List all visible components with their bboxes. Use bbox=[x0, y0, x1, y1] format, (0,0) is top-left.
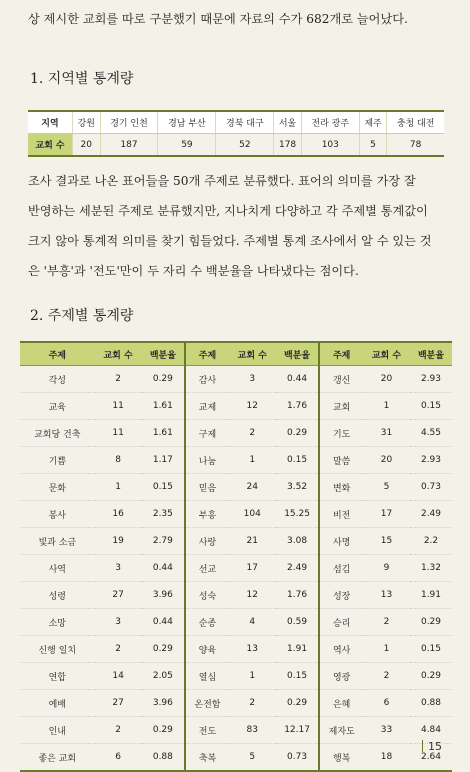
count-cell: 2 bbox=[95, 717, 142, 744]
topic-cell: 신행 일치 bbox=[20, 636, 95, 663]
pct-cell: 1.91 bbox=[410, 582, 452, 609]
topic-cell: 축복 bbox=[185, 744, 229, 772]
pct-cell: 1.76 bbox=[276, 393, 320, 420]
topic-cell: 기도 bbox=[319, 420, 363, 447]
pct-cell: 0.29 bbox=[142, 366, 186, 393]
topic-cell: 양육 bbox=[185, 636, 229, 663]
count-cell: 6 bbox=[95, 744, 142, 772]
topic-cell: 영광 bbox=[319, 663, 363, 690]
table-row bbox=[20, 501, 452, 528]
paragraph-line: 조사 결과로 나온 표어들을 50개 주제로 분류했다. 표어의 의미를 가장 잘 bbox=[28, 174, 416, 188]
topic-cell: 기쁨 bbox=[20, 447, 95, 474]
count-cell: 2 bbox=[95, 636, 142, 663]
table-row bbox=[20, 690, 452, 717]
section2-heading: 2. 주제별 통계량 bbox=[30, 308, 134, 324]
page-number-text: 15 bbox=[428, 740, 442, 753]
count-cell: 52 bbox=[216, 134, 274, 157]
pct-cell: 0.73 bbox=[276, 744, 320, 772]
count-cell: 11 bbox=[95, 393, 142, 420]
count-row bbox=[28, 134, 444, 157]
pct-cell: 0.29 bbox=[142, 636, 186, 663]
pct-cell: 0.15 bbox=[410, 393, 452, 420]
table-row bbox=[20, 528, 452, 555]
table-row bbox=[20, 582, 452, 609]
pct-cell: 0.29 bbox=[142, 717, 186, 744]
count-cell: 31 bbox=[363, 420, 410, 447]
pct-cell: 0.29 bbox=[410, 609, 452, 636]
pct-cell: 0.73 bbox=[410, 474, 452, 501]
count-cell: 1 bbox=[363, 636, 410, 663]
count-row-label: 교회 수 bbox=[28, 134, 73, 157]
topic-cell: 온전함 bbox=[185, 690, 229, 717]
count-cell: 178 bbox=[274, 134, 302, 157]
pct-cell: 0.15 bbox=[142, 474, 186, 501]
topic-cell: 문화 bbox=[20, 474, 95, 501]
topic-cell: 제자도 bbox=[319, 717, 363, 744]
count-cell: 19 bbox=[95, 528, 142, 555]
pct-cell: 2.49 bbox=[276, 555, 320, 582]
count-cell: 2 bbox=[229, 690, 276, 717]
pct-cell: 0.44 bbox=[142, 609, 186, 636]
pct-cell: 3.52 bbox=[276, 474, 320, 501]
topic-cell: 사역 bbox=[20, 555, 95, 582]
count-cell: 1 bbox=[229, 447, 276, 474]
pct-cell: 0.15 bbox=[410, 636, 452, 663]
pct-cell: 3.96 bbox=[142, 690, 186, 717]
region-row-label: 지역 bbox=[28, 111, 73, 134]
pct-cell: 0.44 bbox=[276, 366, 320, 393]
col-topic-header: 주제 bbox=[185, 342, 229, 366]
topic-cell: 봉사 bbox=[20, 501, 95, 528]
region-cell: 전라 광주 bbox=[301, 111, 359, 134]
col-count-header: 교회 수 bbox=[95, 342, 142, 366]
topic-cell: 행복 bbox=[319, 744, 363, 772]
count-cell: 1 bbox=[363, 393, 410, 420]
pct-cell: 2.05 bbox=[142, 663, 186, 690]
count-cell: 20 bbox=[73, 134, 101, 157]
count-cell: 20 bbox=[363, 447, 410, 474]
topic-cell: 역사 bbox=[319, 636, 363, 663]
pct-cell: 2.93 bbox=[410, 366, 452, 393]
topic-cell: 은혜 bbox=[319, 690, 363, 717]
topic-cell: 구제 bbox=[185, 420, 229, 447]
pct-cell: 0.59 bbox=[276, 609, 320, 636]
table-row bbox=[20, 366, 452, 393]
topic-cell: 각성 bbox=[20, 366, 95, 393]
pct-cell: 0.29 bbox=[276, 420, 320, 447]
topic-cell: 섬김 bbox=[319, 555, 363, 582]
count-cell: 4 bbox=[229, 609, 276, 636]
topic-cell: 갱신 bbox=[319, 366, 363, 393]
pct-cell: 2.49 bbox=[410, 501, 452, 528]
topic-cell: 인내 bbox=[20, 717, 95, 744]
count-cell: 6 bbox=[363, 690, 410, 717]
count-cell: 187 bbox=[100, 134, 158, 157]
topic-cell: 예배 bbox=[20, 690, 95, 717]
pct-cell: 0.29 bbox=[276, 690, 320, 717]
count-cell: 17 bbox=[363, 501, 410, 528]
count-cell: 21 bbox=[229, 528, 276, 555]
pct-cell: 2.93 bbox=[410, 447, 452, 474]
paragraph-line: 반영하는 세분된 주제로 분류했지만, 지나치게 다양하고 각 주제별 통계값이 bbox=[28, 204, 428, 218]
pct-cell: 3.08 bbox=[276, 528, 320, 555]
count-cell: 13 bbox=[229, 636, 276, 663]
count-cell: 83 bbox=[229, 717, 276, 744]
pct-cell: 1.61 bbox=[142, 420, 186, 447]
topic-table bbox=[20, 341, 452, 772]
count-cell: 2 bbox=[95, 366, 142, 393]
count-cell: 14 bbox=[95, 663, 142, 690]
topic-cell: 성숙 bbox=[185, 582, 229, 609]
topic-cell: 성장 bbox=[319, 582, 363, 609]
col-topic-header: 주제 bbox=[20, 342, 95, 366]
table-row bbox=[20, 744, 452, 772]
table-row bbox=[20, 609, 452, 636]
count-cell: 104 bbox=[229, 501, 276, 528]
pct-cell: 12.17 bbox=[276, 717, 320, 744]
table-row bbox=[20, 420, 452, 447]
topic-cell: 전도 bbox=[185, 717, 229, 744]
pct-cell: 0.88 bbox=[410, 690, 452, 717]
count-cell: 59 bbox=[158, 134, 216, 157]
count-cell: 3 bbox=[229, 366, 276, 393]
topic-cell: 교회 bbox=[319, 393, 363, 420]
col-pct-header: 백분율 bbox=[142, 342, 186, 366]
count-cell: 17 bbox=[229, 555, 276, 582]
pct-cell: 2.35 bbox=[142, 501, 186, 528]
topic-cell: 말씀 bbox=[319, 447, 363, 474]
col-count-header: 교회 수 bbox=[363, 342, 410, 366]
topic-cell: 승리 bbox=[319, 609, 363, 636]
table-row bbox=[20, 393, 452, 420]
count-cell: 12 bbox=[229, 582, 276, 609]
topic-cell: 선교 bbox=[185, 555, 229, 582]
intro-line: 상 제시한 교회를 따로 구분했기 때문에 자료의 수가 682개로 늘어났다. bbox=[28, 12, 408, 26]
count-cell: 18 bbox=[363, 744, 410, 772]
topic-cell: 변화 bbox=[319, 474, 363, 501]
count-cell: 1 bbox=[229, 663, 276, 690]
pct-cell: 1.91 bbox=[276, 636, 320, 663]
topic-cell: 믿음 bbox=[185, 474, 229, 501]
topic-cell: 소망 bbox=[20, 609, 95, 636]
count-cell: 11 bbox=[95, 420, 142, 447]
count-cell: 3 bbox=[95, 609, 142, 636]
count-cell: 16 bbox=[95, 501, 142, 528]
col-count-header: 교회 수 bbox=[229, 342, 276, 366]
count-cell: 13 bbox=[363, 582, 410, 609]
topic-cell: 부흥 bbox=[185, 501, 229, 528]
col-pct-header: 백분율 bbox=[276, 342, 320, 366]
region-cell: 경북 대구 bbox=[216, 111, 274, 134]
pct-cell: 15.25 bbox=[276, 501, 320, 528]
count-cell: 5 bbox=[363, 474, 410, 501]
region-cell: 충청 대전 bbox=[387, 111, 444, 134]
table-row bbox=[20, 447, 452, 474]
pct-cell: 1.17 bbox=[142, 447, 186, 474]
topic-cell: 나눔 bbox=[185, 447, 229, 474]
pct-cell: 2.64 bbox=[410, 744, 452, 772]
count-cell: 27 bbox=[95, 582, 142, 609]
pct-cell: 1.61 bbox=[142, 393, 186, 420]
count-cell: 2 bbox=[363, 609, 410, 636]
count-cell: 2 bbox=[229, 420, 276, 447]
topic-table-header bbox=[20, 342, 452, 366]
paragraph-line: 은 '부흥'과 '전도'만이 두 자리 수 백분율을 나타냈다는 점이다. bbox=[28, 264, 359, 278]
pct-cell: 0.15 bbox=[276, 447, 320, 474]
table-row bbox=[20, 636, 452, 663]
region-cell: 제주 bbox=[359, 111, 387, 134]
topic-cell: 순종 bbox=[185, 609, 229, 636]
region-row bbox=[28, 111, 444, 134]
col-pct-header: 백분율 bbox=[410, 342, 452, 366]
topic-cell: 연합 bbox=[20, 663, 95, 690]
pct-cell: 1.32 bbox=[410, 555, 452, 582]
topic-cell: 사명 bbox=[319, 528, 363, 555]
table-row bbox=[20, 717, 452, 744]
count-cell: 2 bbox=[363, 663, 410, 690]
topic-cell: 빛과 소금 bbox=[20, 528, 95, 555]
count-cell: 3 bbox=[95, 555, 142, 582]
pct-cell: 4.84 bbox=[410, 717, 452, 744]
page-number-bar bbox=[422, 740, 423, 752]
count-cell: 78 bbox=[387, 134, 444, 157]
pct-cell: 1.76 bbox=[276, 582, 320, 609]
region-cell: 강원 bbox=[73, 111, 101, 134]
pct-cell: 4.55 bbox=[410, 420, 452, 447]
page-number bbox=[422, 740, 442, 753]
pct-cell: 0.29 bbox=[410, 663, 452, 690]
pct-cell: 2.2 bbox=[410, 528, 452, 555]
count-cell: 15 bbox=[363, 528, 410, 555]
section1-heading: 1. 지역별 통계량 bbox=[30, 71, 134, 87]
count-cell: 27 bbox=[95, 690, 142, 717]
table-row bbox=[20, 555, 452, 582]
region-cell: 경남 부산 bbox=[158, 111, 216, 134]
pct-cell: 3.96 bbox=[142, 582, 186, 609]
count-cell: 33 bbox=[363, 717, 410, 744]
topic-cell: 교제 bbox=[185, 393, 229, 420]
topic-cell: 교회당 건축 bbox=[20, 420, 95, 447]
pct-cell: 0.44 bbox=[142, 555, 186, 582]
region-table bbox=[28, 110, 444, 157]
count-cell: 24 bbox=[229, 474, 276, 501]
topic-cell: 열심 bbox=[185, 663, 229, 690]
count-cell: 12 bbox=[229, 393, 276, 420]
col-topic-header: 주제 bbox=[319, 342, 363, 366]
topic-table-body bbox=[20, 366, 452, 772]
pct-cell: 0.15 bbox=[276, 663, 320, 690]
topic-cell: 성령 bbox=[20, 582, 95, 609]
count-cell: 9 bbox=[363, 555, 410, 582]
count-cell: 5 bbox=[359, 134, 387, 157]
region-cell: 경기 인천 bbox=[100, 111, 158, 134]
region-cell: 서울 bbox=[274, 111, 302, 134]
count-cell: 8 bbox=[95, 447, 142, 474]
topic-cell: 좋은 교회 bbox=[20, 744, 95, 772]
count-cell: 103 bbox=[301, 134, 359, 157]
paragraph-line: 크지 않아 통계적 의미를 찾기 힘들었다. 주제별 통계 조사에서 알 수 있는 것 bbox=[28, 234, 432, 248]
table-row bbox=[20, 474, 452, 501]
topic-cell: 교육 bbox=[20, 393, 95, 420]
pct-cell: 0.88 bbox=[142, 744, 186, 772]
topic-cell: 감사 bbox=[185, 366, 229, 393]
pct-cell: 2.79 bbox=[142, 528, 186, 555]
count-cell: 1 bbox=[95, 474, 142, 501]
topic-cell: 비전 bbox=[319, 501, 363, 528]
table-row bbox=[20, 663, 452, 690]
count-cell: 20 bbox=[363, 366, 410, 393]
topic-cell: 사랑 bbox=[185, 528, 229, 555]
count-cell: 5 bbox=[229, 744, 276, 772]
